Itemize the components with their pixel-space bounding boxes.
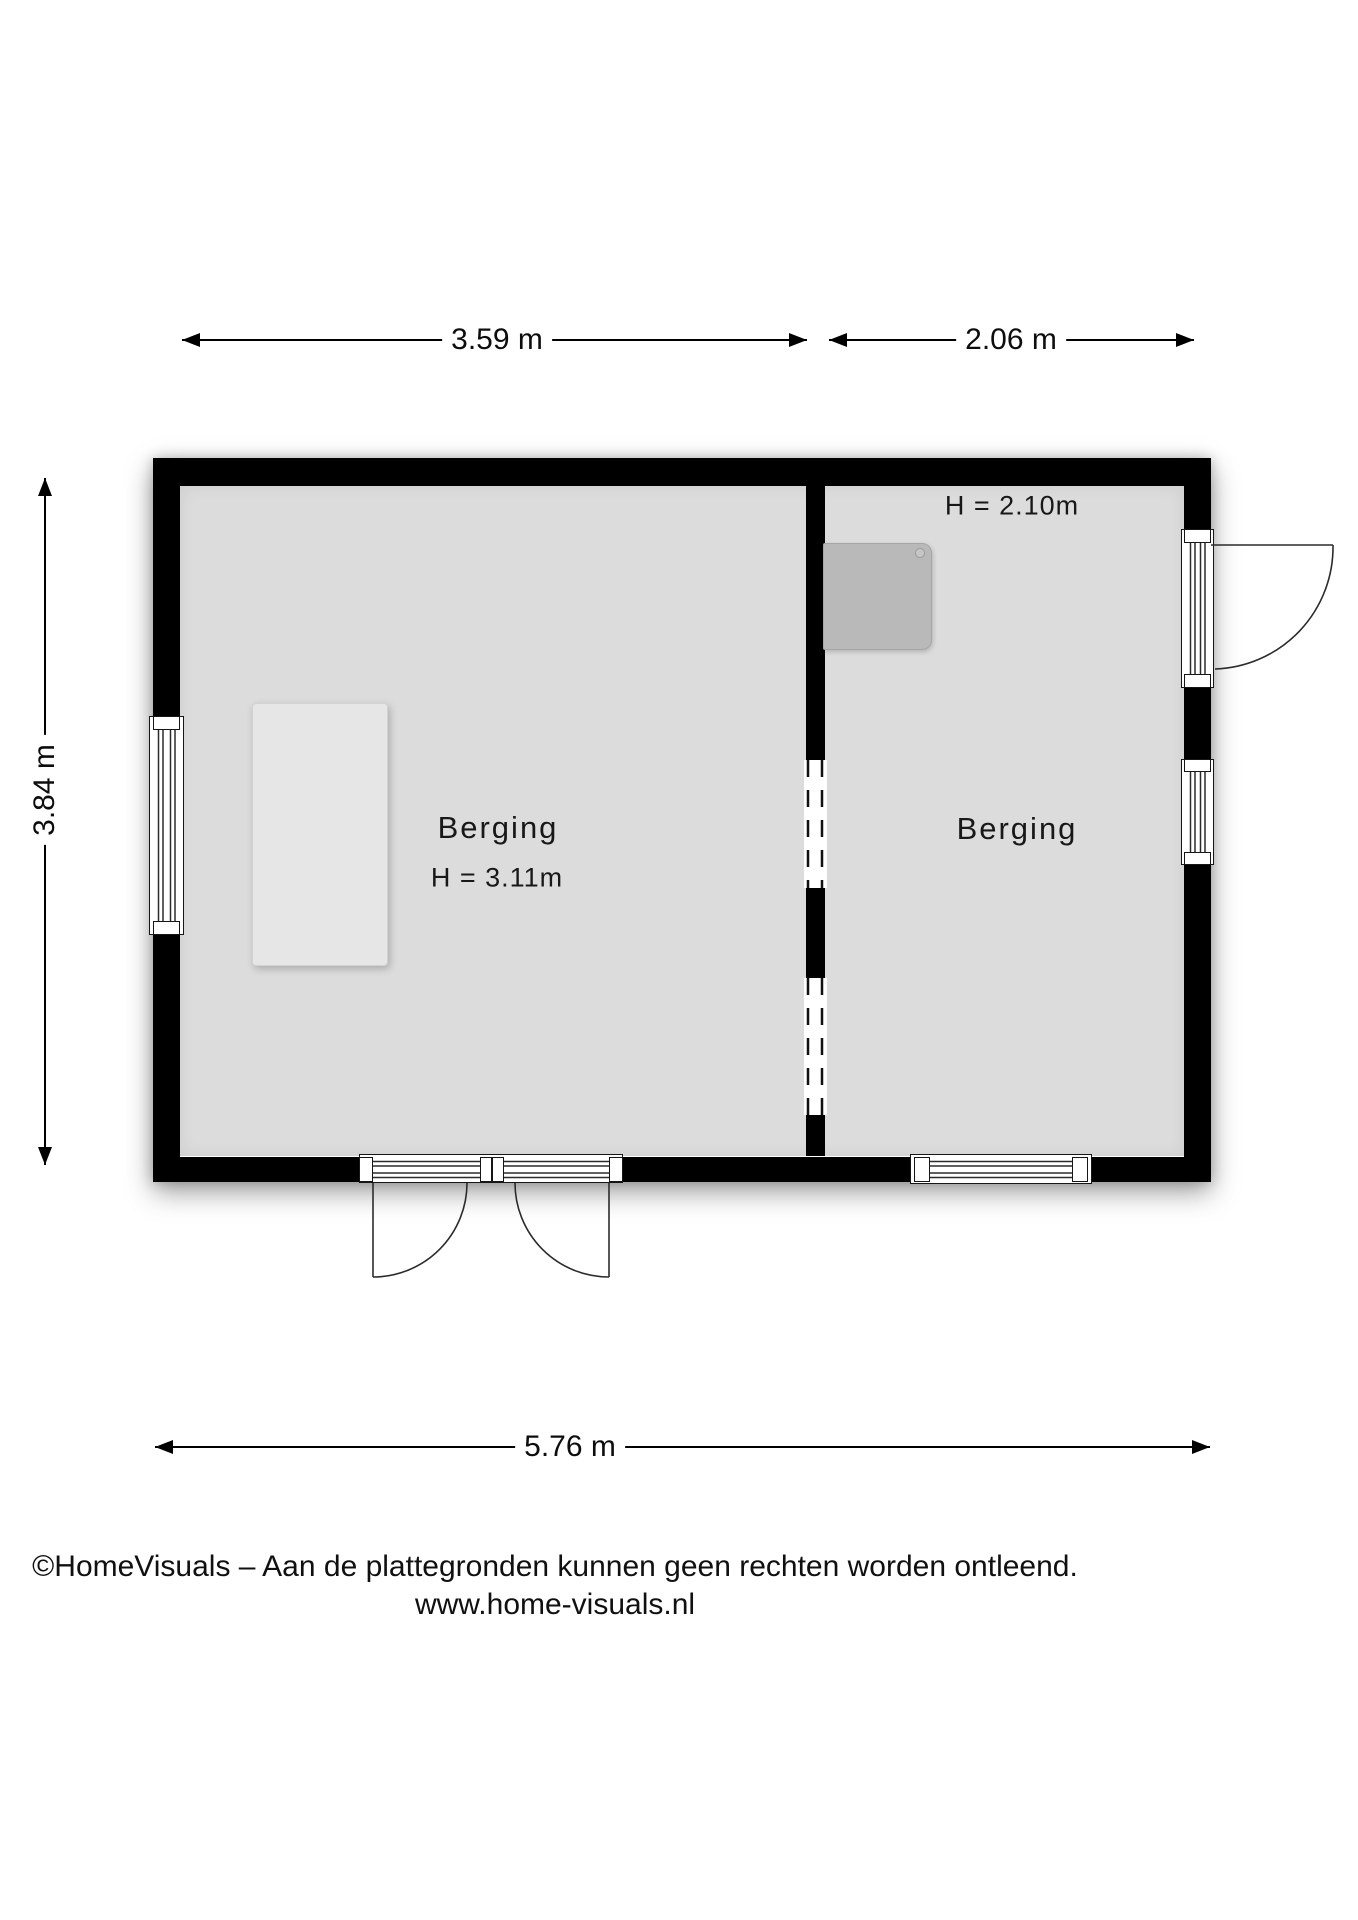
window-bottom-frame-left [914,1157,930,1182]
divider-opening-lower [804,978,827,1115]
window-bottom [910,1154,1092,1184]
window-right-frame-bottom [1184,852,1211,865]
dimension-top-right: 2.06 m [956,323,1066,357]
window-right-frame-top [1184,759,1211,772]
door-bottom-mullion-right [492,1157,504,1182]
room-height-left: H = 3.11m [430,862,564,893]
door-right [1181,529,1214,688]
room-label-left: Berging [437,810,559,845]
appliance-knob [915,548,925,558]
room-label-right: Berging [956,811,1078,846]
window-left-frame-top [153,716,180,730]
door-bottom-mullion-left [480,1157,492,1182]
window-left-frame-bottom [153,921,180,935]
room-height-right: H = 2.10m [944,490,1080,521]
dimension-bottom: 5.76 m [515,1430,625,1464]
door-bottom-swing [373,1183,609,1277]
door-right-frame-bottom [1184,674,1211,688]
footer-website: www.home-visuals.nl [414,1588,696,1621]
window-right [1181,759,1214,865]
footer-disclaimer: ©HomeVisuals – Aan de plattegronden kunnen geen rechten worden ontleend. [32,1550,1078,1583]
wall-top [153,458,1211,486]
door-bottom-frame-left [359,1157,373,1182]
table-workbench [252,703,388,966]
dimension-top-left: 3.59 m [442,323,552,357]
appliance-unit [823,543,932,650]
dimension-left: 3.84 m [28,735,62,845]
footer-credit [0,1548,1110,1624]
door-bottom-frame-right [609,1157,623,1182]
divider-opening-upper [804,760,827,888]
window-left [149,716,184,935]
window-bottom-frame-right [1072,1157,1088,1182]
door-right-swing [1211,545,1333,669]
door-right-frame-top [1184,529,1211,543]
